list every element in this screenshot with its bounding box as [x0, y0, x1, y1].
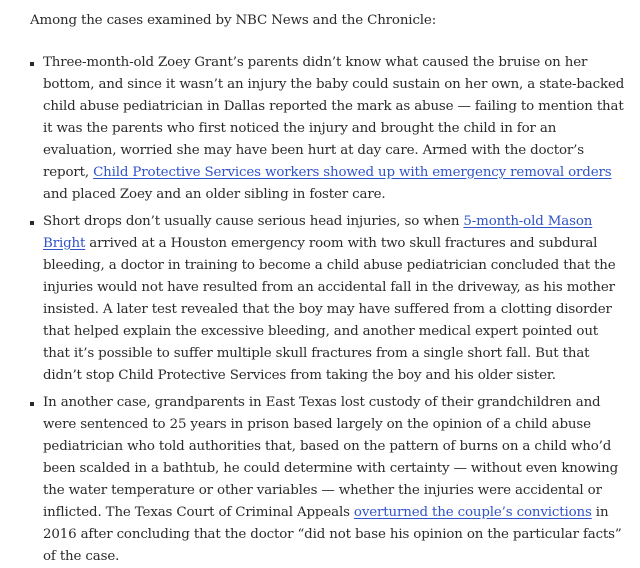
cps-emergency-removal-link[interactable]: Child Protective Services workers showed up with emergency removal orders [93, 165, 612, 180]
case-text-after: in 2016 after concluding that the doctor “did not base his opinion on the particular facts” of the case. [43, 505, 622, 564]
bullet-marker [30, 402, 34, 406]
case-list [30, 52, 626, 568]
bullet-marker [30, 221, 34, 225]
case-text-after: arrived at a Houston emergency room with two skull fractures and subdural bleeding, a doctor in training to become a child abuse pediatrician concluded that the injuries would not have resulted from an accidental fall in the driveway, as his mother insisted. A later test revealed that the boy may have suffered from a clotting disorder that helped explain the excessive bleeding, and another medical expert pointed out that it’s possible to suffer multiple skull fractures from a single short fall. But that didn’t stop Child Protective Services from taking the boy and his older sister. [43, 236, 616, 383]
list-item-east-texas-grandparents [30, 392, 626, 568]
overturned-convictions-link[interactable]: overturned the couple’s convictions [353, 505, 592, 520]
mason-bright-link[interactable]: 5-month-old Mason Bright [43, 214, 593, 251]
list-item-zoey-grant [30, 52, 626, 206]
intro-paragraph: Among the cases examined by NBC News and the Chronicle: [30, 13, 437, 28]
bullet-marker [30, 62, 34, 66]
case-text-before: Short drops don’t usually cause serious head injuries, so when [43, 214, 464, 229]
list-item-mason-bright [30, 211, 626, 387]
case-text-before: In another case, grandparents in East Texas lost custody of their grandchildren and were sentenced to 25 years in prison based largely on the opinion of a child abuse pediatrician who told authorities that, based on the pattern of burns on a child who’d been scalded in a bathtub, he could determine with certainty — without even knowing the water temperature or other variables — whether the injuries were accidental or inflicted. The Texas Court of Criminal Appeals [43, 395, 619, 520]
case-text-before: Three-month-old Zoey Grant’s parents didn’t know what caused the bruise on her bottom, and since it wasn’t an injury the baby could sustain on her own, a state-backed child abuse pediatrician in Dallas reported the mark as abuse — failing to mention that it was the parents who first noticed the injury and brought the child in for an evaluation, worried she may have been hurt at day care. Armed with the doctor’s report, [43, 55, 625, 180]
case-text-after: and placed Zoey and an older sibling in foster care. [43, 187, 386, 202]
